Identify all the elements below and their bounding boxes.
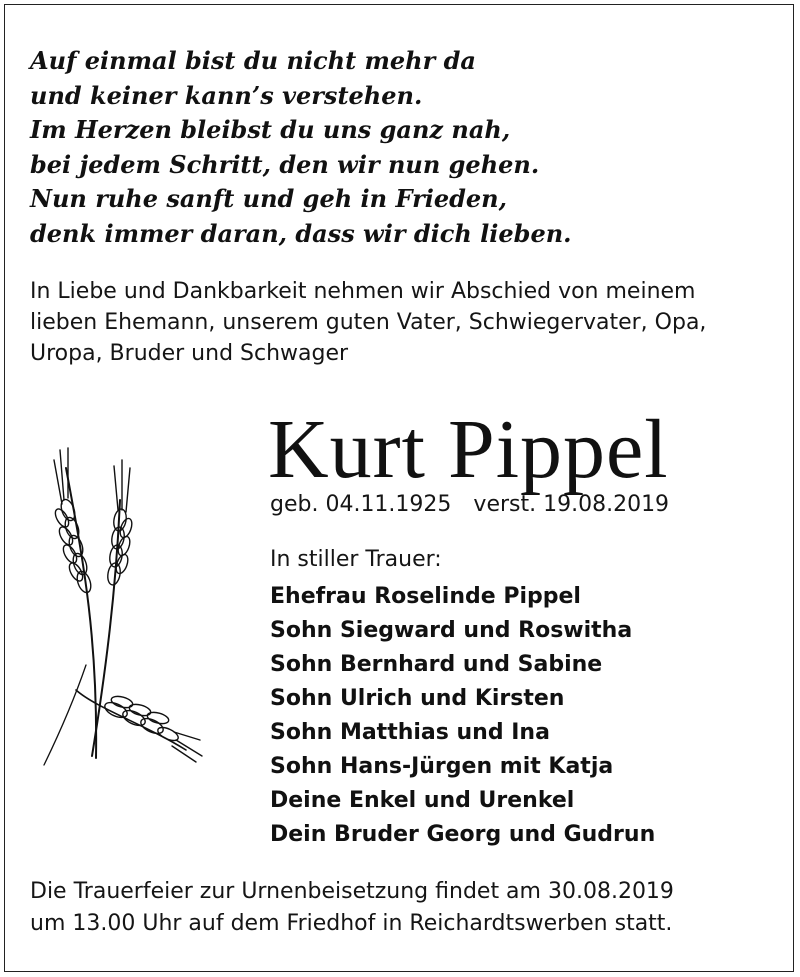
intro-line: Uropa, Bruder und Schwager xyxy=(30,341,349,366)
funeral-line: um 13.00 Uhr auf dem Friedhof in Reichardtswerben statt. xyxy=(30,911,673,936)
mourner: Dein Bruder Georg und Gudrun xyxy=(270,822,656,847)
wheat-ears-icon xyxy=(36,440,206,770)
mourning-heading: In stiller Trauer: xyxy=(270,547,442,572)
mourner: Sohn Hans-Jürgen mit Katja xyxy=(270,754,614,779)
funeral-info xyxy=(30,876,674,940)
mourner: Sohn Ulrich und Kirsten xyxy=(270,686,565,711)
mourner: Ehefrau Roselinde Pippel xyxy=(270,584,581,609)
mourner: Sohn Bernhard und Sabine xyxy=(270,652,603,677)
poem xyxy=(30,44,572,251)
deceased-name: Kurt Pippel xyxy=(268,403,669,496)
mourner: Sohn Siegward und Roswitha xyxy=(270,618,633,643)
death-date: verst. 19.08.2019 xyxy=(473,492,670,517)
poem-line: Auf einmal bist du nicht mehr da xyxy=(30,46,476,75)
mourner: Sohn Matthias und Ina xyxy=(270,720,550,745)
mourner: Deine Enkel und Urenkel xyxy=(270,788,575,813)
poem-line: bei jedem Schritt, den wir nun gehen. xyxy=(30,149,540,179)
mourners-list xyxy=(270,580,655,852)
funeral-line: Die Trauerfeier zur Urnenbeisetzung findet am 30.08.2019 xyxy=(30,879,674,904)
intro-text xyxy=(30,276,780,369)
birth-date: geb. 04.11.1925 xyxy=(270,492,452,517)
intro-line: In Liebe und Dankbarkeit nehmen wir Abschied von meinem xyxy=(30,279,696,304)
poem-line: und keiner kann’s verstehen. xyxy=(30,80,423,110)
life-dates xyxy=(270,490,669,520)
poem-line: Nun ruhe sanft und geh in Frieden, xyxy=(30,184,507,213)
poem-line: Im Herzen bleibst du uns ganz nah, xyxy=(30,115,511,144)
intro-line: lieben Ehemann, unserem guten Vater, Schwiegervater, Opa, xyxy=(30,310,707,335)
poem-line: denk immer daran, dass wir dich lieben. xyxy=(30,218,572,248)
